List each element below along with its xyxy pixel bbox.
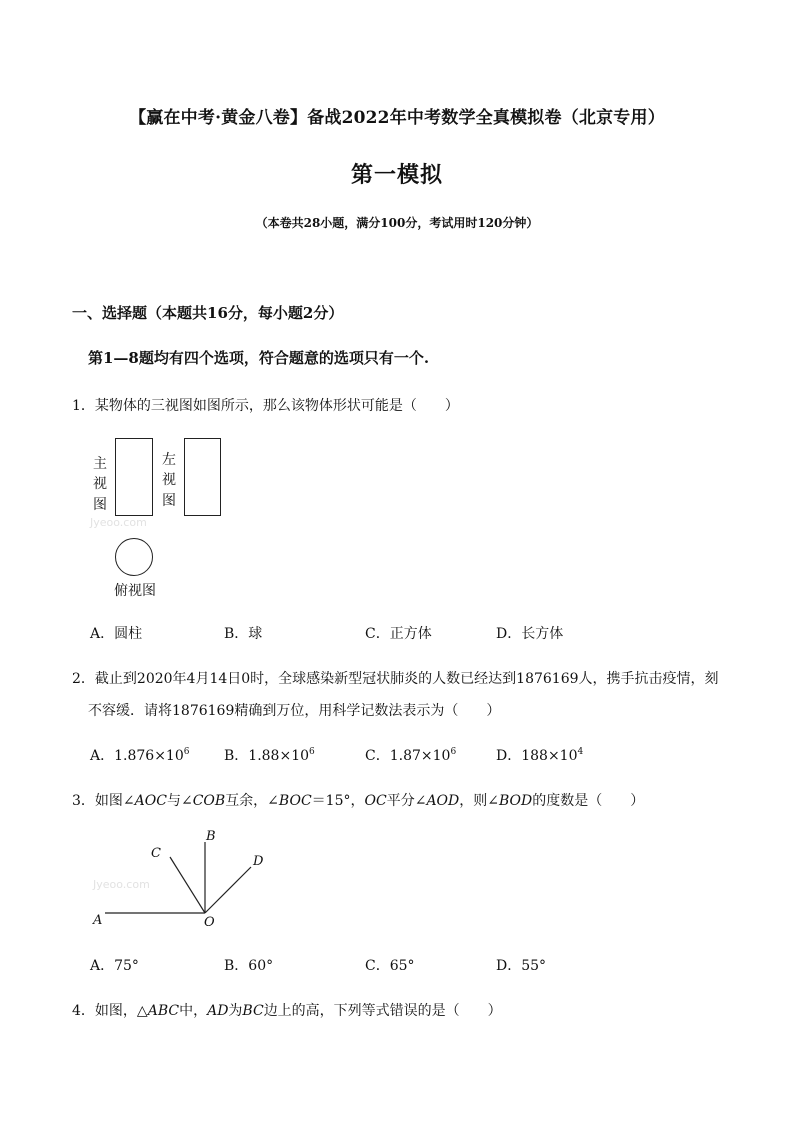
figure-watermark: Jyeoo.com — [90, 516, 147, 529]
label-a: A — [93, 913, 103, 928]
question-2-continued: 不容缓．请将1876169精确到万位，用科学记数法表示为（ ） — [88, 703, 501, 719]
section-instruction: 第1—8题均有四个选项，符合题意的选项只有一个. — [88, 349, 430, 367]
question-4: 4．如图，△ABC中，AD为BC边上的高，下列等式错误的是（ ） — [72, 1003, 502, 1019]
exam-title: 【赢在中考·黄金八卷】备战2022年中考数学全真模拟卷（北京专用） — [129, 108, 665, 128]
front-view-rectangle — [115, 438, 153, 516]
option-a[interactable]: A．$1.876\times 10^6$ — [90, 747, 190, 764]
option-b[interactable]: B．$1.88\times 10^6$ — [224, 747, 315, 764]
option-a[interactable]: A．圆柱 — [90, 626, 143, 642]
left-view-rectangle — [184, 438, 221, 516]
question-number: 3． — [72, 793, 95, 809]
option-b[interactable]: B．球 — [224, 626, 263, 642]
option-c[interactable]: C．$1.87\times 10^6$ — [365, 747, 457, 764]
question-text: 某物体的三视图如图所示，那么该物体形状可能是（ ） — [94, 398, 459, 414]
option-d[interactable]: D．$188\times 10^4$ — [496, 747, 584, 764]
option-b[interactable]: B．60° — [224, 958, 274, 974]
label-d: D — [253, 854, 264, 869]
ray-od — [205, 867, 251, 913]
option-a[interactable]: A．75° — [90, 958, 139, 974]
front-view-label: 主视图 — [93, 456, 107, 513]
top-view-circle — [115, 538, 153, 576]
question-1 — [72, 395, 459, 415]
label-b: B — [206, 829, 216, 844]
ray-oc — [170, 857, 205, 913]
exam-note: （本卷共28小题，满分100分，考试用时120分钟） — [255, 216, 539, 230]
left-view-label: 左视图 — [162, 452, 176, 509]
option-c[interactable]: C．65° — [365, 958, 415, 974]
three-view-figure — [80, 430, 250, 605]
question-3: 3．如图∠AOC与∠COB互余，∠BOC＝15°，OC平分∠AOD，则∠BOD的度数是（ ） — [72, 793, 645, 809]
label-c: C — [151, 846, 161, 861]
question-text-line-1: 截止到2020年4月14日0时，全球感染新型冠状肺炎的人数已经达到1876169人，携手抗击疫情，刻 — [94, 671, 719, 687]
top-view-label: 俯视图 — [114, 583, 156, 599]
label-o: O — [204, 915, 215, 930]
angle-figure — [85, 825, 275, 935]
question-number: 1． — [72, 398, 95, 414]
option-d[interactable]: D．长方体 — [496, 626, 564, 642]
question-number: 4． — [72, 1003, 95, 1019]
figure-watermark: Jyeoo.com — [93, 878, 150, 891]
question-number: 2． — [72, 671, 95, 687]
section-heading: 一、选择题（本题共16分，每小题2分） — [72, 304, 344, 322]
option-d[interactable]: D．55° — [496, 958, 547, 974]
option-c[interactable]: C．正方体 — [365, 626, 432, 642]
question-2 — [72, 668, 732, 688]
exam-subtitle: 第一模拟 — [350, 162, 443, 188]
